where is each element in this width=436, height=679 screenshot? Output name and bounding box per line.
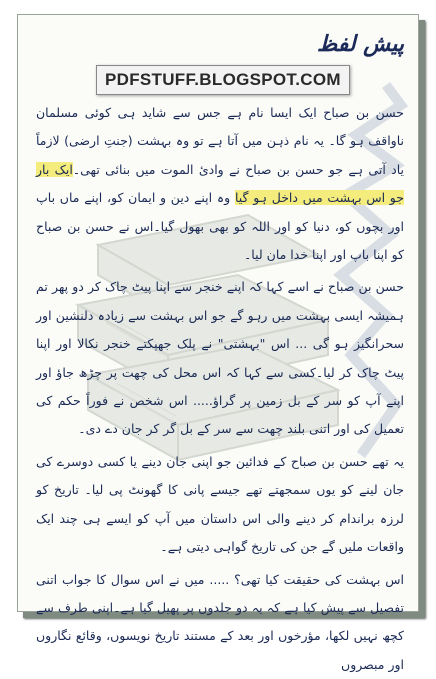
- document-page: [17, 14, 419, 612]
- body-text: [36, 99, 404, 679]
- paragraph-4-text: اس بہشت کی حقیقت کیا تھی؟ ..... میں نے اس سوال کا جواب اتنی تفصیل سے پیش کیا ہے کہ یہ دو جلدوں پر پھیل گیا ہے۔اپنی طرف سے کچھ نہیں لکھا، مؤرخوں اور بعد کے مستند تاریخ نویسوں، وقائع نگاروں اور مبصروں: [36, 572, 404, 672]
- page-title: پیش لفظ: [317, 31, 404, 57]
- paragraph-2-text: حسن بن صباح نے اسے کہا کہ اپنے خنجر سے اپنا پیٹ چاک کر دو پھر تم ہمیشہ ایسی بہشت میں رہو گے جو اس بہشت سے زیادہ دلنشین اور سحرانگیز ہو گی ... اس "بہشتی" نے پلک جھپکتے خنجر نکالا اور اپنا پیٹ چاک کر لیا۔کسی سے کہا کہ اس محل کی چھت پر چڑھ جاؤ اور اپنے آپ کو سر کے بل زمین پر گراؤ..... اس شخص نے فوراً حکم کی تعمیل کی اور اتنی بلند چھت سے سر کے بل گر کر جان دے دی۔: [36, 279, 404, 436]
- paragraph-1-text: حسن بن صباح ایک ایسا نام ہے جس سے شاید ہی کوئی مسلمان ناواقف ہو گا۔ یہ نام ذہن میں آتا ہے تو وہ بہشت (جنتِ ارضی) لازماً یاد آتی ہے جو حسن بن صباح نے وادیٔ الموت میں بنائی تھی۔: [36, 105, 404, 177]
- watermark-banner: PDFSTUFF.BLOGSPOT.COM: [96, 65, 350, 95]
- paragraph-1-text-end: وہ اپنے دین و ایمان کو، اپنے ماں باپ اور بچوں کو، دنیا کو اور اللہ کو بھی بھول گیا۔اس نے حسن بن صباح کو اپنا باپ اور اپنا خدا مان لیا۔: [36, 190, 404, 262]
- paragraph-3-text: یہ تھے حسن بن صباح کے فدائین جو اپنی جان دینے یا کسی دوسرے کی جان لینے کو یوں سمجھتے تھے جیسے پانی کا گھونٹ پی لیا۔ تاریخ کو لرزہ براندام کر دینے والی اس داستان میں آپ کو ایسے ہی چند ایک واقعات ملیں گے جن کی تاریخ گواہی دیتی ہے۔: [36, 454, 404, 554]
- paragraph-4: [36, 566, 404, 679]
- highlighted-text: ایک بار جو اس بہشت میں داخل ہو گیا: [36, 162, 404, 205]
- paragraph-2: [36, 273, 404, 443]
- paragraph-3: [36, 448, 404, 562]
- paragraph-1: [36, 99, 404, 269]
